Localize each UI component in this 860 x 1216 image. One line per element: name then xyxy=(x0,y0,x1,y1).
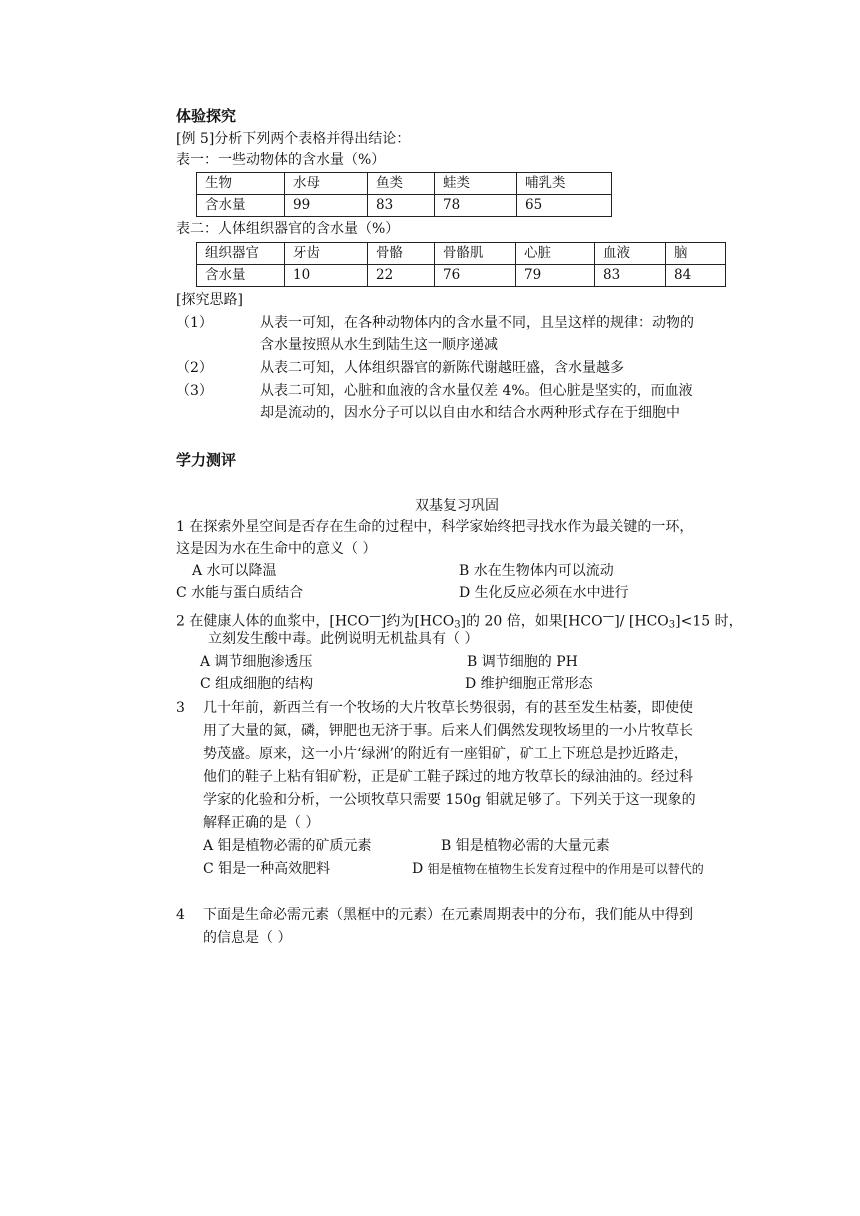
q3-line-3: 势茂盛。原来，这一小片‘绿洲’的附近有一座钼矿，矿工上下班总是抄近路走， xyxy=(203,746,688,762)
q1-line-1: 1 在探索外星空间是否存在生命的过程中，科学家始终把寻找水作为最关键的一环， xyxy=(176,519,694,535)
table-cell: 99 xyxy=(285,195,368,217)
table-cell: 含水量 xyxy=(197,195,285,217)
thinking-label: [探究思路] xyxy=(176,292,243,308)
table-cell: 22 xyxy=(368,265,435,287)
table-cell: 65 xyxy=(517,195,612,217)
q3-option-b: B 钼是植物必需的大量元素 xyxy=(441,838,610,854)
table2 xyxy=(196,242,726,287)
table-cell: 含水量 xyxy=(197,265,285,287)
table-cell: 蛙类 xyxy=(435,173,517,195)
table-cell: 牙齿 xyxy=(285,243,368,265)
q3-option-d-text: 钼是植物在植物生长发育过程中的作用是可以替代的 xyxy=(427,862,704,876)
q1-option-a: A 水可以降温 xyxy=(192,563,277,579)
subtitle: 双基复习巩固 xyxy=(415,498,499,514)
thinking-item-3-num: （3） xyxy=(176,383,213,399)
table-row xyxy=(197,195,612,217)
table-cell: 84 xyxy=(666,265,726,287)
q2-option-c: C 组成细胞的结构 xyxy=(200,676,314,692)
thinking-item-3-line-2: 却是流动的，因水分子可以以自由水和结合水两种形式存在于细胞中 xyxy=(260,405,680,421)
table-cell: 脑 xyxy=(666,243,726,265)
q2-subscript: 3 xyxy=(454,619,461,631)
q1-line-2: 这是因为水在生命中的意义（ ） xyxy=(176,541,377,557)
q2-superscript: — xyxy=(602,609,615,623)
q3-option-d-letter: D xyxy=(412,861,424,877)
q3-line-6: 解释正确的是（ ） xyxy=(203,815,320,831)
q2-subscript: 3 xyxy=(668,619,676,631)
table-cell: 83 xyxy=(368,195,435,217)
table1-caption: 表一：一些动物体的含水量（%） xyxy=(176,152,386,168)
q2-text: ]/ [HCO xyxy=(614,613,669,630)
q3-line-2: 用了大量的氮，磷，钾肥也无济于事。后来人们偶然发现牧场里的一小片牧草长 xyxy=(203,723,693,739)
table-cell: 78 xyxy=(435,195,517,217)
q2-option-a: A 调节细胞渗透压 xyxy=(200,654,313,670)
example-heading: [例 5]分析下列两个表格并得出结论： xyxy=(176,131,411,147)
thinking-item-3-line-1: 从表二可知，心脏和血液的含水量仅差 4%。但心脏是坚实的，而血液 xyxy=(260,383,693,399)
q1-option-d: D 生化反应必须在水中进行 xyxy=(459,585,629,601)
q2-option-d: D 维护细胞正常形态 xyxy=(465,676,593,692)
table-cell: 79 xyxy=(516,265,595,287)
thinking-item-1-line-1: 从表一可知，在各种动物体内的含水量不同，且呈这样的规律：动物的 xyxy=(260,315,694,331)
table-cell: 血液 xyxy=(595,243,666,265)
q3-number: 3 xyxy=(176,700,185,716)
q4-number: 4 xyxy=(176,907,185,923)
table-cell: 骨骼肌 xyxy=(435,243,516,265)
q2-text: ]约为[HCO xyxy=(380,613,455,630)
table-cell: 组织器官 xyxy=(197,243,285,265)
table-cell: 哺乳类 xyxy=(517,173,612,195)
q2-text: 2 在健康人体的血浆中，[HCO xyxy=(176,613,370,630)
q2-text: ]的 20 倍，如果[HCO xyxy=(460,613,603,630)
section-title-assessment: 学力测评 xyxy=(176,451,237,469)
thinking-item-2-line-1: 从表二可知，人体组织器官的新陈代谢越旺盛，含水量越多 xyxy=(260,360,624,376)
section-title-explore: 体验探究 xyxy=(176,107,237,125)
table-row xyxy=(197,173,612,195)
thinking-item-2-num: （2） xyxy=(176,360,213,376)
q3-option-d xyxy=(412,859,704,879)
q3-line-1: 几十年前，新西兰有一个牧场的大片牧草长势很弱，有的甚至发生枯萎，即使使 xyxy=(203,700,693,716)
q2-text: ]<15 时， xyxy=(675,613,743,630)
thinking-item-1-line-2: 含水量按照从水生到陆生这一顺序递减 xyxy=(260,337,498,353)
table-cell: 76 xyxy=(435,265,516,287)
table-cell: 心脏 xyxy=(516,243,595,265)
table-cell: 10 xyxy=(285,265,368,287)
table-cell: 骨骼 xyxy=(368,243,435,265)
q4-line-2: 的信息是（ ） xyxy=(203,930,292,946)
q2-line-2: 立刻发生酸中毒。此例说明无机盐具有（ ） xyxy=(208,631,479,647)
q1-option-b: B 水在生物体内可以流动 xyxy=(459,563,614,579)
q2-superscript: — xyxy=(369,609,381,623)
q2-option-b: B 调节细胞的 PH xyxy=(467,654,578,670)
q3-line-4: 他们的鞋子上粘有钼矿粉，正是矿工鞋子踩过的地方牧草长的绿油油的。经过科 xyxy=(203,769,693,785)
q1-option-c: C 水能与蛋白质结合 xyxy=(176,585,304,601)
table-row xyxy=(197,243,726,265)
thinking-item-1-num: （1） xyxy=(176,315,213,331)
table-row xyxy=(197,265,726,287)
table-cell: 生物 xyxy=(197,173,285,195)
q3-option-a: A 钼是植物必需的矿质元素 xyxy=(203,838,372,854)
q4-line-1: 下面是生命必需元素（黑框中的元素）在元素周期表中的分布，我们能从中得到 xyxy=(203,907,693,923)
q3-line-5: 学家的化验和分析，一公顷牧草只需要 150g 钼就足够了。下列关于这一现象的 xyxy=(203,792,696,808)
table-cell: 水母 xyxy=(285,173,368,195)
table-cell: 83 xyxy=(595,265,666,287)
table2-caption: 表二：人体组织器官的含水量（%） xyxy=(176,221,400,237)
table1 xyxy=(196,172,612,217)
table-cell: 鱼类 xyxy=(368,173,435,195)
q3-option-c: C 钼是一种高效肥料 xyxy=(203,861,331,877)
